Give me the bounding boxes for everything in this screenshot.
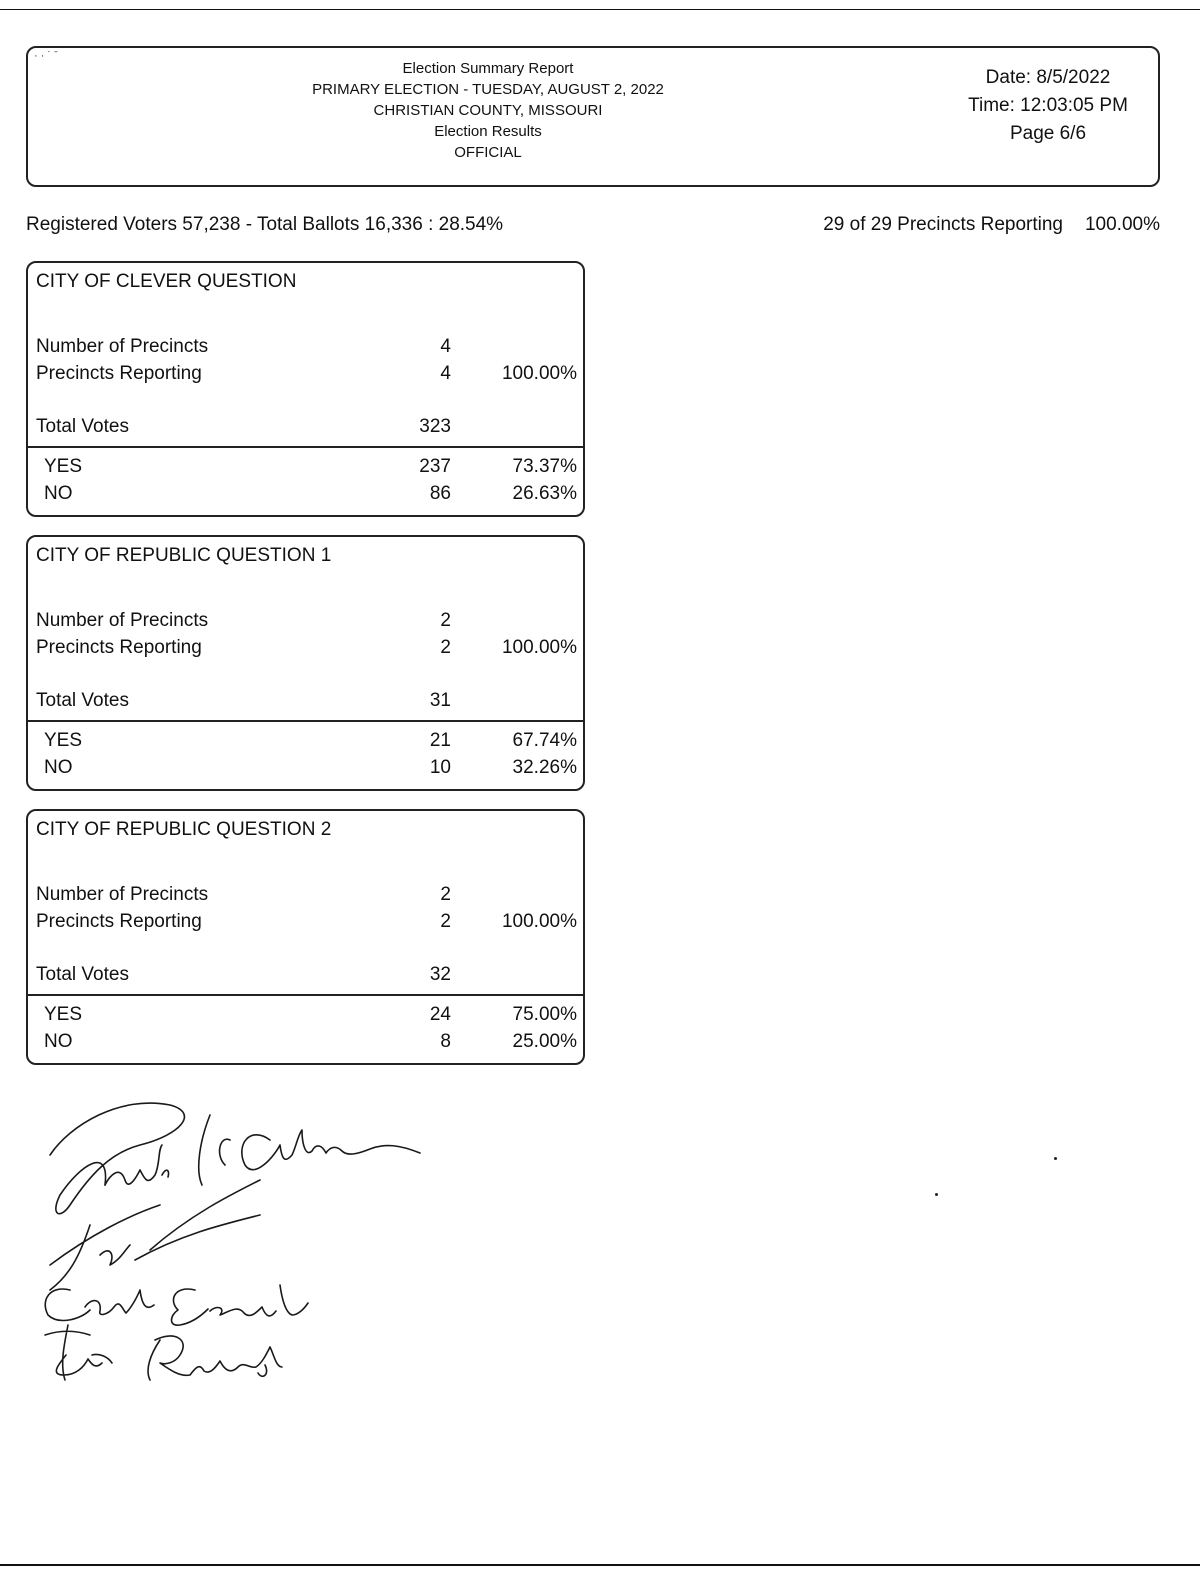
precincts-reporting-pct: 100.00% [1084, 214, 1160, 235]
choice-label: YES [44, 1004, 83, 1025]
choice-label: NO [44, 1031, 73, 1052]
total-votes-value: 323 [419, 416, 451, 437]
precincts-reporting-summary [823, 214, 1160, 236]
contest-title: CITY OF CLEVER QUESTION [36, 271, 297, 292]
choice-pct: 67.74% [512, 730, 577, 751]
precincts-reporting-pct: 100.00% [501, 637, 577, 658]
num-precincts-value: 4 [440, 336, 451, 357]
choice-votes: 21 [429, 730, 451, 751]
choice-votes: 8 [440, 1031, 451, 1052]
choice-pct: 26.63% [512, 483, 577, 504]
header-title-block [228, 58, 748, 163]
header-meta-block [948, 64, 1148, 148]
choice-pct: 75.00% [512, 1004, 577, 1025]
choice-votes: 86 [429, 483, 451, 504]
num-precincts-label: Number of Precincts [36, 610, 209, 631]
scan-speck [935, 1193, 938, 1196]
report-date: Date: 8/5/2022 [985, 67, 1111, 88]
contest-title: CITY OF REPUBLIC QUESTION 2 [36, 819, 332, 840]
choice-votes: 237 [419, 456, 451, 477]
scan-speck [1054, 1157, 1057, 1160]
total-votes-label: Total Votes [36, 964, 129, 985]
precincts-reporting-label: Precincts Reporting [36, 363, 202, 384]
choice-votes: 24 [429, 1004, 451, 1025]
total-votes-value: 31 [429, 690, 451, 711]
election-name: PRIMARY ELECTION - TUESDAY, AUGUST 2, 2022 [312, 81, 664, 98]
choice-pct: 25.00% [512, 1031, 577, 1052]
report-header [26, 46, 1160, 187]
choice-label: YES [44, 456, 83, 477]
choice-label: NO [44, 757, 73, 778]
choice-label: YES [44, 730, 83, 751]
precincts-reporting-text: 29 of 29 Precincts Reporting [823, 214, 1063, 235]
scan-speck-marks: · · ˙ ˉ [34, 50, 58, 62]
official-status: OFFICIAL [454, 144, 522, 161]
contest-title: CITY OF REPUBLIC QUESTION 1 [36, 545, 332, 566]
contest-divider [28, 720, 583, 722]
contest-box [26, 261, 585, 517]
total-votes-label: Total Votes [36, 416, 129, 437]
report-time: Time: 12:03:05 PM [968, 95, 1128, 116]
precincts-reporting-value: 2 [440, 637, 451, 658]
contest-divider [28, 994, 583, 996]
page-number: Page 6/6 [1009, 123, 1087, 144]
choice-label: NO [44, 483, 73, 504]
contest-box [26, 809, 585, 1065]
total-votes-label: Total Votes [36, 690, 129, 711]
handwritten-signatures-icon [30, 1085, 450, 1395]
precincts-reporting-pct: 100.00% [501, 363, 577, 384]
num-precincts-label: Number of Precincts [36, 884, 209, 905]
precincts-reporting-label: Precincts Reporting [36, 637, 202, 658]
num-precincts-value: 2 [440, 884, 451, 905]
precincts-reporting-label: Precincts Reporting [36, 911, 202, 932]
report-title: Election Summary Report [402, 60, 574, 77]
registered-voters-summary: Registered Voters 57,238 - Total Ballots 16,336 : 28.54% [26, 214, 504, 235]
precincts-reporting-pct: 100.00% [501, 911, 577, 932]
num-precincts-label: Number of Precincts [36, 336, 209, 357]
choice-votes: 10 [429, 757, 451, 778]
num-precincts-value: 2 [440, 610, 451, 631]
contest-box [26, 535, 585, 791]
county-name: CHRISTIAN COUNTY, MISSOURI [373, 102, 603, 119]
top-edge-line [0, 9, 1200, 10]
total-votes-value: 32 [429, 964, 451, 985]
contest-divider [28, 446, 583, 448]
bottom-edge-line [0, 1564, 1200, 1566]
choice-pct: 32.26% [512, 757, 577, 778]
precincts-reporting-value: 2 [440, 911, 451, 932]
results-label: Election Results [434, 123, 542, 140]
choice-pct: 73.37% [512, 456, 577, 477]
precincts-reporting-value: 4 [440, 363, 451, 384]
